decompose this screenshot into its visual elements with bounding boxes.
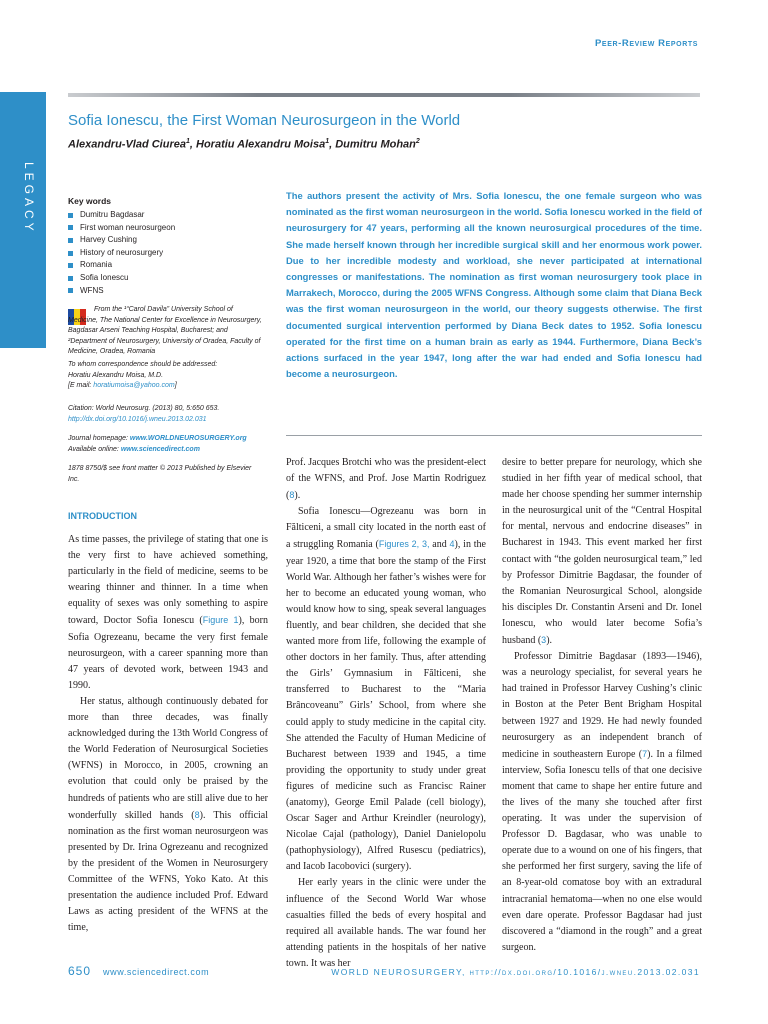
doi-link[interactable]: http://dx.doi.org/10.1016/j.wneu.2013.02.031	[68, 415, 207, 423]
keywords-heading: Key words	[68, 196, 111, 206]
copyright: 1878 8750/$ see front matter © 2013 Published by Elsevier Inc.	[68, 465, 252, 483]
keyword-item	[68, 272, 175, 285]
correspondence-block	[68, 360, 264, 392]
paragraph-text: and	[429, 539, 450, 551]
affiliation: From the ¹“Carol Davila” University School of Medicine, The National Center for Excellence in Neurosurgery, Bagdasar Arseni Teaching Hospital, Bucharest; and ²Department of Neurosurgery, University of Oradea, Faculty of Medicine, Oradea, Romania	[68, 306, 262, 356]
author-name: Dumitru Mohan	[335, 138, 416, 151]
paragraph	[286, 504, 486, 875]
available-online-label: Available online:	[68, 445, 121, 453]
paragraph-text: Prof. Jacques Brotchi who was the president-elect of the WFNS, and Prof. Jose Martin Rodriguez (	[286, 457, 486, 502]
citation-reference[interactable]: 8	[194, 809, 200, 820]
author-name: Alexandru-Vlad Ciurea	[68, 138, 186, 151]
square-bullet-icon	[68, 213, 73, 218]
email-line	[68, 381, 264, 392]
figure-reference[interactable]: Figure 1	[202, 615, 239, 626]
keyword-text: Romania	[80, 260, 113, 270]
sciencedirect-link[interactable]: www.sciencedirect.com	[120, 445, 200, 453]
citation-reference[interactable]: 3	[541, 635, 547, 646]
keyword-text: History of neurosurgery	[80, 247, 164, 257]
paragraph-text: Her status, although continuously debated for more than three decades, was finally acknowledged during the 13th World Congress of the World Federation of Neurosurgical Societies (WFNS) in Morocco, in 2005, crowning an evolution that could only be praised by the hundreds of patients who are still alive due to her wonderfully skilled hands (	[68, 695, 268, 821]
page-number: 650	[68, 964, 92, 978]
author-name: Horatiu Alexandru Moisa	[196, 138, 326, 151]
keyword-text: WFNS	[80, 285, 104, 295]
paragraph-text: ). In a filmed interview, Sofia Ionescu tells of that one decisive moment that came to shape her entire future and the lives of the many she touched after first operating. It was under the supervision of Professor D. Bagdasar, who was unable to operate due to a wound on one of his fingers, that she performed her first surgery, saving the life of an 8-year-old comatose boy with an extradural intracranial hematoma—when no one else would even dare operate. Professor Bagdasar had just discovered a “diamond in the rough” and a great surgeon.	[502, 748, 702, 953]
author-affiliation-mark: 1	[325, 138, 330, 145]
square-bullet-icon	[68, 225, 73, 230]
citation-reference[interactable]: 7	[642, 748, 648, 759]
correspondence-name: Horatiu Alexandru Moisa, M.D.	[68, 371, 164, 379]
article-title: Sofia Ionescu, the First Woman Neurosurgeon in the World	[68, 112, 461, 129]
page-footer	[68, 964, 700, 978]
author-list	[68, 138, 420, 151]
keyword-item	[68, 259, 175, 272]
figure-reference[interactable]: Figures 2, 3,	[378, 539, 430, 550]
side-tab-label: LEGACY	[22, 162, 36, 235]
author-separator: ,	[329, 138, 336, 151]
correspondence-line: To whom correspondence should be addressed:	[68, 361, 218, 368]
footer-journal: WORLD NEUROSURGERY, http://dx.doi.org/10.1016/j.wneu.2013.02.031	[331, 967, 700, 977]
keywords-list	[68, 209, 175, 297]
keyword-item	[68, 222, 175, 235]
body-column-3	[502, 455, 702, 956]
paragraph	[68, 694, 268, 936]
body-column-1	[68, 532, 268, 936]
keyword-text: Sofia Ionescu	[80, 272, 129, 282]
side-tab	[0, 92, 46, 348]
citation-reference[interactable]: 8	[289, 490, 295, 501]
author-affiliation-mark: 1	[185, 138, 190, 145]
paragraph: Her early years in the clinic were under the influence of the Second World War whose casualties filled the beds of every hospital and required all available hands. The war found her attending patients in the hospitals of her native town. It was her	[286, 877, 486, 969]
email-label: [E mail:	[68, 382, 94, 390]
figure-reference[interactable]: 4	[449, 539, 455, 550]
journal-homepage-label: Journal homepage:	[68, 435, 130, 442]
paragraph-text: As time passes, the privilege of stating that one is the very first to have achieved something, particularly in the field of medicine, seems to be wearing thinner and thinner. In a time when equality of sexes was only something to aspire toward, Doctor Sofia Ionescu (	[68, 534, 268, 627]
paragraph-text: Professor Dimitrie Bagdasar (1893—1946), was a neurology specialist, for several years he had trained in Professor Harvey Cushing’s clinic in Boston at the Peter Bent Brigham Hospital between 1927 and 1929. He had newly founded neurosurgery as an independent branch of medicine in southeastern Europe (	[502, 651, 702, 760]
section-label: Peer-Review Reports	[595, 38, 698, 49]
paragraph-text: Sofia Ionescu—Ogrezeanu was born in Fălticeni, a small city located in the north east of a struggling Romania (	[286, 506, 486, 551]
footer-site-link[interactable]: www.sciencedirect.com	[103, 967, 210, 977]
citation-block	[68, 404, 264, 425]
journal-homepage-link[interactable]: www.WORLDNEUROSURGERY.org	[129, 435, 247, 442]
author-affiliation-mark: 2	[415, 138, 420, 145]
paragraph-text: desire to better prepare for neurology, which she studied in her fifth year of medical school, that made her choose spending her summer internship in the neurosurgical unit of the “Central Hospital for mental, nervous and endocrine diseases” in Bucharest in 1943. This event marked her first contact with “the golden neurosurgical team,” led by Professor Dimitrie Bagdasar, the founder of the Romanian Neurosurgical School, alongside his disciples Dr. Constantin Arseni and Dr. Ionel Ionescu, who would later become Sofia’s husband (	[502, 457, 702, 647]
keyword-item	[68, 247, 175, 260]
email-bracket: ]	[174, 382, 177, 390]
square-bullet-icon	[68, 238, 73, 243]
keyword-item	[68, 209, 175, 222]
paragraph-text: ), born Sofia Ogrezeanu, became the very first female neurosurgeon, with a career spanning more than 47 years of devoted work, between 1943 and 1990.	[68, 615, 268, 691]
paragraph	[286, 455, 486, 504]
journal-block	[68, 434, 264, 455]
paragraph-text: ). This official nomination as the first woman neurosurgeon was presented by Dr. Irina Ogrezeanu and recognized by the president of the Women in Neurosurgery Committee of the WFNS, Yoko Kato. At this presentation the audience included Prof. Edward Laws as acting president of the WFNS at the time,	[68, 809, 269, 934]
email-link[interactable]: horatiumoisa@yahoo.com	[93, 382, 175, 390]
abstract-divider	[286, 435, 702, 436]
square-bullet-icon	[68, 263, 73, 268]
abstract: The authors present the activity of Mrs. Sofia Ionescu, the one female surgeon who was nominated as the first woman neurosurgeon in the world. Sofia Ionescu worked in the field of neurosurgery for 47 years, performing all the known neurosurgical procedures of the time. She made herself known through her incredible surgical skill and her enormous work power. Due to her incredible modesty and workload, she never participated at international congresses or manifestations. The nomination as first woman neurosurgery took place in Marrakech, Morocco, during the 2005 WFNS Congress. Although some claim that Diana Beck was the first woman neurosurgeon in the world, our theory suggests otherwise. The first documented surgical intervention performed by Diana Beck dates to 1952. Sofia Ionescu operated for the first time on a human brain as early as 1944. Furthermore, Diana Beck’s actions surfaced in the year 1947, long after the war had ended and Sofia Ionescu had become a neurosurgeon.	[286, 190, 702, 380]
paragraph-text: ).	[546, 635, 553, 647]
paragraph	[502, 455, 702, 649]
paragraph	[68, 532, 268, 694]
keyword-item	[68, 285, 175, 298]
footer-left	[68, 964, 209, 978]
keyword-item	[68, 234, 175, 247]
square-bullet-icon	[68, 288, 73, 293]
square-bullet-icon	[68, 251, 73, 256]
body-column-2	[286, 455, 486, 972]
keyword-text: Dumitru Bagdasar	[80, 210, 145, 219]
header-rule-fade	[68, 93, 700, 97]
introduction-heading: INTRODUCTION	[68, 511, 137, 521]
paragraph-text: ), in the year 1920, a time that bore the stamp of the First World War. Although her father’s wishes were for her to become an educated young woman, who would know how to sing, speak several languages fluently, and bear children, she decided that she wanted more from life, following the example of other doctors in her family. Thus, after attending the Girls’ Gymnasium in Fălticeni, she transferred to Bucharest to the “Maria Brâncoveanu” Girls’ School, from where she could apply to study medicine in the capital city. She attended the Faculty of Human Medicine of Bucharest between 1939 and 1945, a time providing the opportunity to study under great figures of medicine such as Francisc Rainer (anatomy), George Emil Palade (cell biology), Oscar Sager and Arthur Kreindler (neurology), Nicolae Cajal (pathology), Daniel Danielopolu (pathophysiology), Alfred Rusescu (pediatrics), and Iacob Iacobovici (surgery).	[286, 539, 486, 873]
paragraph-text: ).	[294, 490, 301, 502]
paragraph	[502, 649, 702, 956]
citation: Citation: World Neurosurg. (2013) 80, 5:650 653.	[68, 405, 220, 412]
square-bullet-icon	[68, 276, 73, 281]
keyword-text: First woman neurosurgeon	[80, 222, 176, 232]
keyword-text: Harvey Cushing	[80, 235, 137, 245]
author-separator: ,	[189, 138, 197, 151]
